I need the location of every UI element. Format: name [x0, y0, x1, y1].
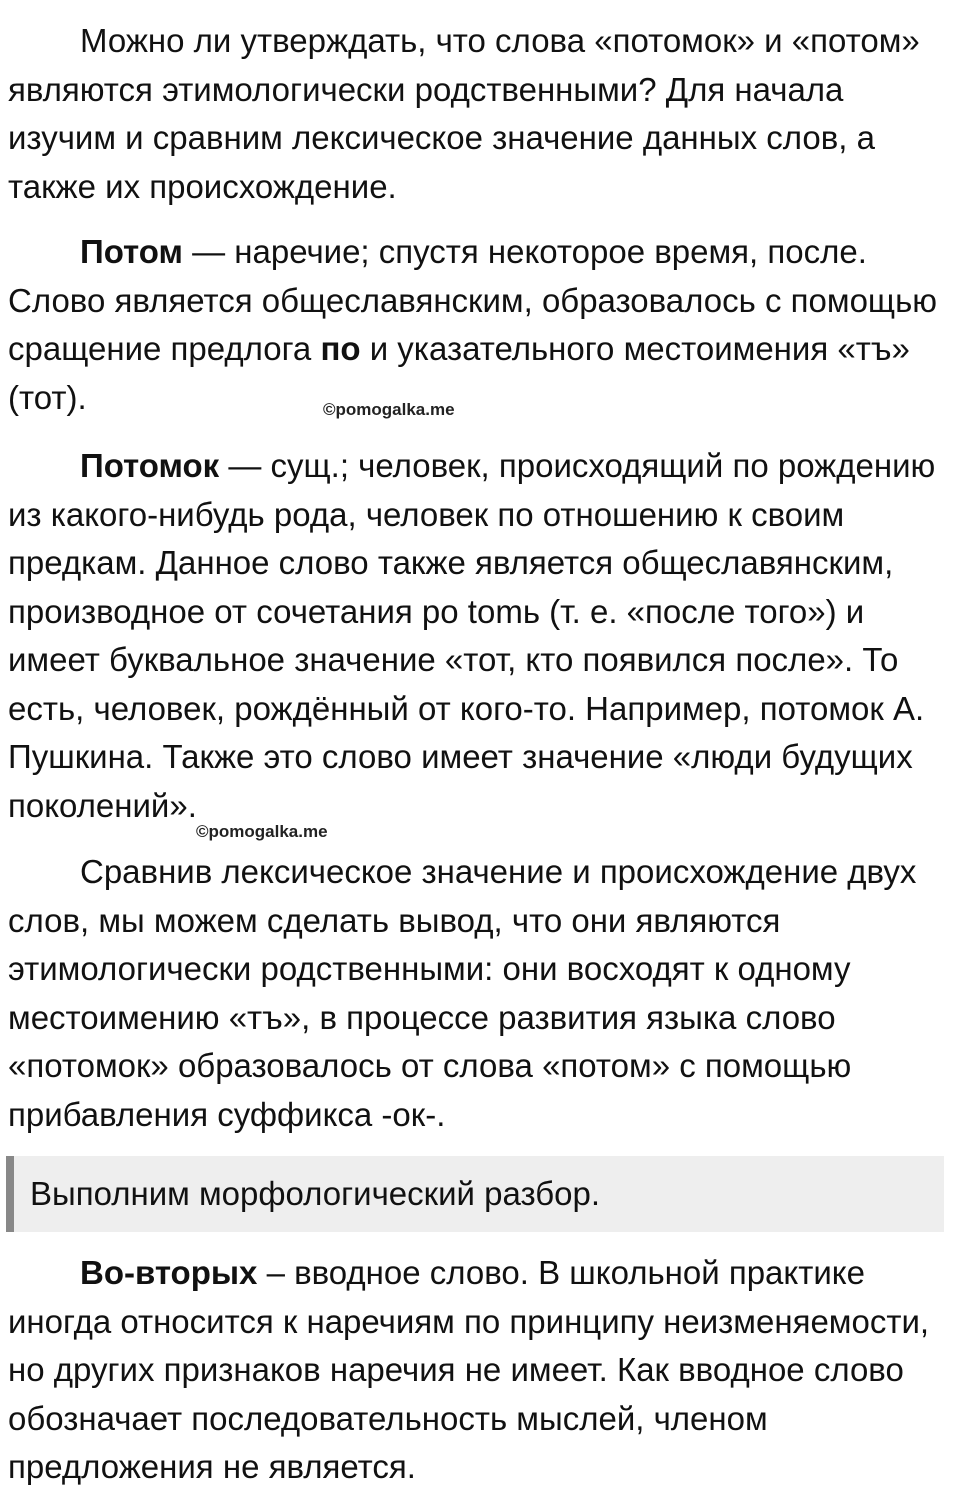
text-line: (тот). — [8, 378, 87, 416]
term-vo-vtoryh: Во-вторых — [80, 1254, 258, 1291]
text-line: изучим и сравним лексическое значение данных слов, а — [8, 119, 875, 156]
text-line: — сущ.; человек, происходящий по рождению — [219, 447, 936, 484]
text-line: местоимению «тъ», в процессе развития языка слово — [8, 998, 836, 1036]
text-line: прибавления суффикса -ок-. — [8, 1095, 446, 1133]
text-line: Можно ли утверждать, что слова «потомок» и «потом» — [80, 22, 920, 59]
text-line: слов, мы можем сделать вывод, что они являются — [8, 901, 781, 939]
text-line: имеет буквальное значение «тот, кто появился после». То — [8, 641, 899, 678]
text-line: предкам. Данное слово также является общеславянским, — [8, 544, 894, 581]
text-line: есть, человек, рождённый от кого-то. Например, потомок А. — [8, 689, 925, 727]
text-line: поколений». — [8, 786, 197, 824]
text-line: и указательного местоимения «тъ» — [360, 330, 910, 367]
callout-text: Выполним морфологический разбор. — [30, 1175, 601, 1212]
definition-potom-paragraph — [8, 228, 952, 422]
section-callout — [6, 1156, 944, 1232]
watermark: ©pomogalka.me — [196, 822, 328, 841]
text-line: но других признаков наречия не имеет. Как вводное слово — [8, 1351, 904, 1388]
definition-potomok-paragraph — [8, 442, 952, 830]
term-potomok: Потомок — [80, 447, 220, 484]
text-line: производное от сочетания po tomь (т. е. «после того») и — [8, 592, 865, 630]
conclusion-paragraph — [8, 848, 952, 1139]
text-line: являются этимологически родственными? Для начала — [8, 70, 844, 108]
text-line: – вводное слово. В школьной практике — [257, 1254, 865, 1291]
definition-vo-vtoryh-paragraph — [8, 1249, 952, 1492]
text-line: этимологически родственными: они восходят к одному — [8, 950, 851, 987]
term-po: по — [320, 330, 361, 367]
text-line: Сравнив лексическое значение и происхождение двух — [80, 853, 917, 890]
watermark: ©pomogalka.me — [323, 400, 455, 419]
text-line: также их происхождение. — [8, 167, 397, 205]
text-line: — наречие; спустя некоторое время, после. — [182, 233, 867, 270]
text-line: обозначает последовательность мыслей, членом — [8, 1399, 768, 1437]
text-line: из какого-нибудь рода, человек по отношению к своим — [8, 495, 845, 533]
intro-paragraph — [8, 17, 952, 211]
text-line: «потомок» образовалось от слова «потом» с помощью — [8, 1047, 852, 1084]
text-line: иногда относится к наречиям по принципу неизменяемости, — [8, 1302, 930, 1340]
text-line: Пушкина. Также это слово имеет значение «люди будущих — [8, 738, 913, 775]
text-line: предложения не является. — [8, 1448, 416, 1485]
text-line: Слово является общеславянским, образовалось с помощью — [8, 281, 938, 319]
term-potom: Потом — [80, 233, 183, 270]
text-line: сращение предлога — [8, 330, 321, 367]
